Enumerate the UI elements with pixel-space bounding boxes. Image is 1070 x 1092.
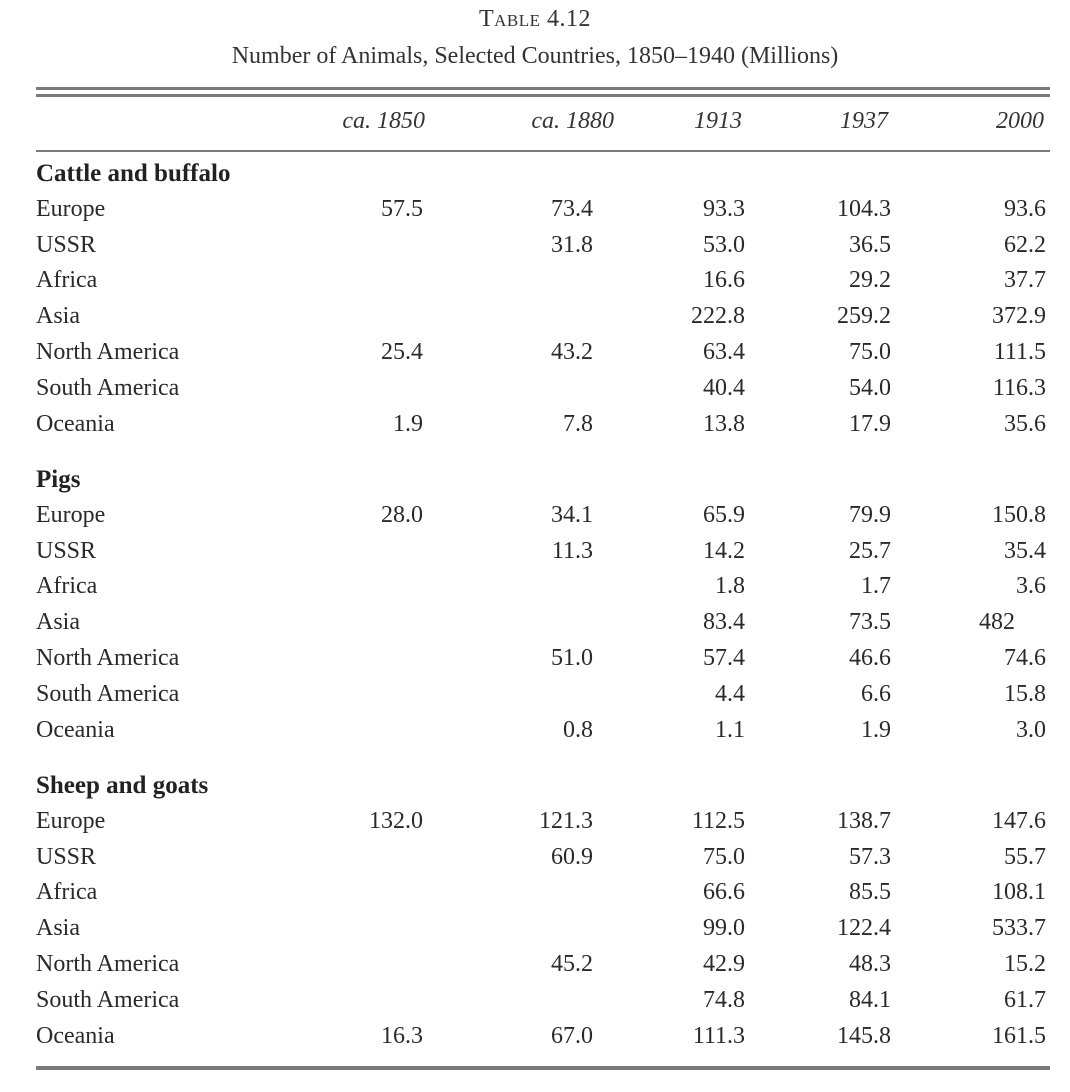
- table-cell: 31.8: [551, 231, 593, 258]
- table-cell: 259.2: [837, 303, 891, 330]
- table-cell: 85.5: [849, 879, 891, 906]
- table-cell: 1.8: [715, 573, 745, 600]
- table-cell: 57.4: [703, 645, 745, 671]
- table-cell: 75.0: [849, 339, 891, 365]
- table-cell: 116.3: [992, 374, 1046, 401]
- table-cell: 53.0: [703, 231, 745, 258]
- row-label: Africa: [36, 879, 98, 906]
- top-rule-1: [36, 87, 1050, 90]
- table-cell: 111.3: [692, 1022, 745, 1049]
- table-cell: 3.6: [1016, 573, 1046, 600]
- column-header: 1937: [840, 108, 888, 134]
- table-cell: 145.8: [837, 1022, 891, 1049]
- table-cell: 29.2: [849, 267, 891, 294]
- table-cell: 138.7: [837, 807, 891, 834]
- row-label: South America: [36, 986, 180, 1013]
- table-cell: 62.2: [1004, 231, 1046, 258]
- table-cell: 74.8: [703, 986, 745, 1013]
- table-cell: 99.0: [703, 915, 745, 942]
- table-cell: 6.6: [861, 680, 891, 707]
- row-label: Europe: [36, 501, 106, 528]
- table-cell: 121.3: [539, 807, 593, 834]
- table-cell: 84.1: [849, 986, 891, 1013]
- table-cell: 93.6: [1004, 195, 1046, 222]
- row-label: USSR: [36, 231, 97, 258]
- row-label: Asia: [36, 303, 80, 330]
- table-cell: 73.4: [551, 195, 593, 222]
- row-label: Oceania: [36, 716, 115, 743]
- column-header: 1913: [694, 108, 742, 134]
- table-cell: 51.0: [551, 645, 593, 671]
- table-cell: 65.9: [703, 501, 745, 528]
- table-cell: 132.0: [369, 807, 423, 834]
- table-cell: 111.5: [993, 339, 1046, 365]
- column-header: 2000: [996, 108, 1044, 134]
- table-cell: 7.8: [563, 410, 593, 437]
- table-cell: 147.6: [992, 807, 1046, 834]
- row-label: Asia: [36, 609, 80, 636]
- table-cell: 112.5: [691, 807, 745, 834]
- table-cell: 83.4: [703, 609, 745, 636]
- table-cell: 75.0: [703, 843, 745, 870]
- table-cell: 40.4: [703, 374, 745, 401]
- row-label: Europe: [36, 807, 106, 834]
- table-cell: 45.2: [551, 951, 593, 977]
- row-label: Oceania: [36, 1022, 115, 1049]
- table-cell: 16.3: [381, 1022, 423, 1049]
- table-cell: 61.7: [1004, 986, 1046, 1013]
- table-cell: 66.6: [703, 879, 745, 906]
- header-rule: [36, 150, 1050, 152]
- row-label: South America: [36, 374, 180, 401]
- row-label: Africa: [36, 573, 98, 600]
- table-cell: 74.6: [1004, 645, 1046, 671]
- table-cell: 16.6: [703, 267, 745, 294]
- table-cell: 482: [979, 609, 1015, 636]
- table-cell: 35.6: [1004, 410, 1046, 437]
- table-cell: 122.4: [837, 915, 891, 942]
- row-label: South America: [36, 680, 180, 707]
- table-cell: 15.8: [1004, 680, 1046, 707]
- section-heading: Sheep and goats: [36, 772, 209, 799]
- section-heading: Cattle and buffalo: [36, 160, 231, 187]
- column-header: ca. 1880: [531, 108, 614, 134]
- table-cell: 1.9: [393, 410, 423, 437]
- row-label: North America: [36, 645, 180, 671]
- table-cell: 1.1: [715, 716, 745, 743]
- table-cell: 46.6: [849, 645, 891, 671]
- table-cell: 63.4: [703, 339, 745, 365]
- table-cell: 42.9: [703, 951, 745, 977]
- table-cell: 55.7: [1004, 843, 1046, 870]
- table-cell: 54.0: [849, 374, 891, 401]
- table-cell: 104.3: [837, 195, 891, 222]
- row-label: USSR: [36, 843, 97, 870]
- row-label: Asia: [36, 915, 80, 942]
- table-caption-title: Number of Animals, Selected Countries, 1850–1940 (Millions): [231, 43, 839, 69]
- table-cell: 372.9: [992, 303, 1046, 330]
- bottom-rule: [36, 1066, 1050, 1070]
- table-cell: 36.5: [849, 231, 891, 258]
- table-caption-label: Table 4.12: [478, 6, 592, 32]
- table-cell: 37.7: [1004, 267, 1046, 294]
- table-cell: 150.8: [992, 501, 1046, 528]
- table-cell: 57.3: [849, 843, 891, 870]
- table-cell: 1.9: [861, 716, 891, 743]
- table-cell: 14.2: [703, 537, 745, 564]
- table-cell: 533.7: [992, 915, 1046, 942]
- section-heading: Pigs: [36, 466, 81, 493]
- table-cell: 222.8: [691, 303, 745, 330]
- table-cell: 60.9: [551, 843, 593, 870]
- table-cell: 161.5: [992, 1022, 1046, 1049]
- table-cell: 93.3: [703, 195, 745, 222]
- table-cell: 11.3: [551, 537, 593, 564]
- table-cell: 28.0: [381, 501, 423, 528]
- table-cell: 48.3: [849, 951, 891, 977]
- table-cell: 1.7: [861, 573, 891, 600]
- table-cell: 34.1: [551, 501, 593, 528]
- table-cell: 0.8: [563, 716, 593, 743]
- column-header: ca. 1850: [342, 108, 425, 134]
- table-cell: 13.8: [703, 410, 745, 437]
- table-cell: 35.4: [1004, 537, 1046, 564]
- table-cell: 25.4: [381, 339, 423, 365]
- table-cell: 15.2: [1004, 951, 1046, 977]
- table-cell: 4.4: [715, 680, 745, 707]
- table-cell: 57.5: [381, 195, 423, 222]
- table-cell: 25.7: [849, 537, 891, 564]
- table-cell: 3.0: [1016, 716, 1046, 743]
- row-label: Africa: [36, 267, 98, 294]
- table-cell: 17.9: [849, 410, 891, 437]
- table-cell: 108.1: [992, 879, 1046, 906]
- table-cell: 43.2: [551, 339, 593, 365]
- top-rule-2: [36, 94, 1050, 97]
- row-label: Oceania: [36, 410, 115, 437]
- row-label: USSR: [36, 537, 97, 564]
- table-cell: 67.0: [551, 1022, 593, 1049]
- row-label: North America: [36, 339, 180, 365]
- table-cell: 73.5: [849, 609, 891, 636]
- row-label: Europe: [36, 195, 106, 222]
- row-label: North America: [36, 951, 180, 977]
- table-cell: 79.9: [849, 501, 891, 528]
